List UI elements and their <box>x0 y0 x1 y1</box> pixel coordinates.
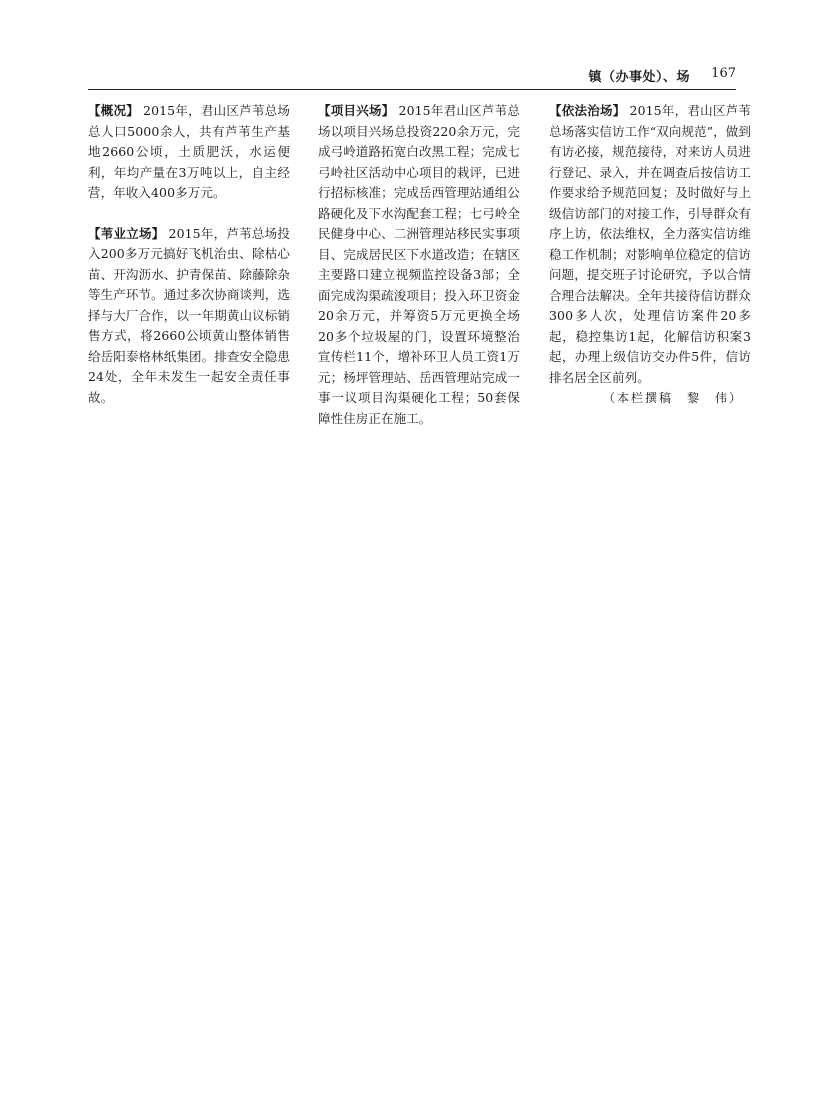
entry-text: 2015年，芦苇总场投入200多万元搞好飞机治虫、除枯心苗、开沟沥水、护青保苗、除藤除杂等生产环节。通过多次协商谈判，选择与大厂合作，以一年期黄山议标销售方式，将2660公顷黄山整体销售给岳阳泰格林纸集团。排查安全隐患24处，全年未发生一起安全责任事故。 <box>88 225 290 405</box>
entry-text: 2015年，君山区芦苇总场总人口5000余人，共有芦苇生产基地2660公顷，土质肥沃，水运便利，年均产量在3万吨以上，自主经营，年收入400多万元。 <box>88 103 290 200</box>
column-1 <box>88 101 290 408</box>
entry-projects <box>318 101 520 429</box>
author-credit: （本栏撰稿 黎 伟） <box>602 391 743 405</box>
entry-overview <box>88 101 290 204</box>
column-2 <box>318 101 520 429</box>
entry-text: 2015年，君山区芦苇总场落实信访工作“双向规范”，做到有访必接，规范接待，对来访人员进行登记、录入，并在调查后按信访工作要求给予规范回复；及时做好与上级信访部门的对接工作，引导群众有序上访，依法维权，全力落实信访维稳工作机制；对影响单位稳定的信访问题，提交班子讨论研究，予以合情合理合法解决。全年共接待信访群众300多人次，处理信访案件20多起，稳控集访1起，化解信访积案3起，办理上级信访交办件5件，信访排名居全区前列。 <box>549 103 751 385</box>
page-number: 167 <box>711 66 736 81</box>
column-3 <box>549 101 751 409</box>
running-head <box>88 64 736 86</box>
entry-rule-of-law <box>549 101 751 388</box>
section-title: 镇（办事处）、场 <box>588 70 690 85</box>
entry-text: 2015年君山区芦苇总场以项目兴场总投资220余万元，完成弓岭道路拓宽白改黑工程；完成七弓岭社区活动中心项目的栽评，已进行招标核准；完成岳西管理站通组公路硬化及下水沟配套工程；七弓岭全民健身中心、二洲管理站移民实事项目、完成居民区下水道改造；在辖区主要路口建立视频监控设备3部；全面完成沟渠疏浚项目；投入环卫资金20余万元，并筹资5万元更换全场20多个垃圾屋的门，设置环境整治宣传栏11个，增补环卫人员工资1万元；杨坪管理站、岳西管理站完成一事一议项目沟渠硬化工程；50套保障性住房正在施工。 <box>318 103 520 426</box>
entry-title: 【概况】 <box>88 103 140 118</box>
entry-reed-industry <box>88 224 290 409</box>
entry-title: 【苇业立场】 <box>88 225 165 241</box>
entry-title: 【项目兴场】 <box>318 103 395 118</box>
header-rule <box>88 89 736 90</box>
entry-title: 【依法治场】 <box>549 103 626 118</box>
